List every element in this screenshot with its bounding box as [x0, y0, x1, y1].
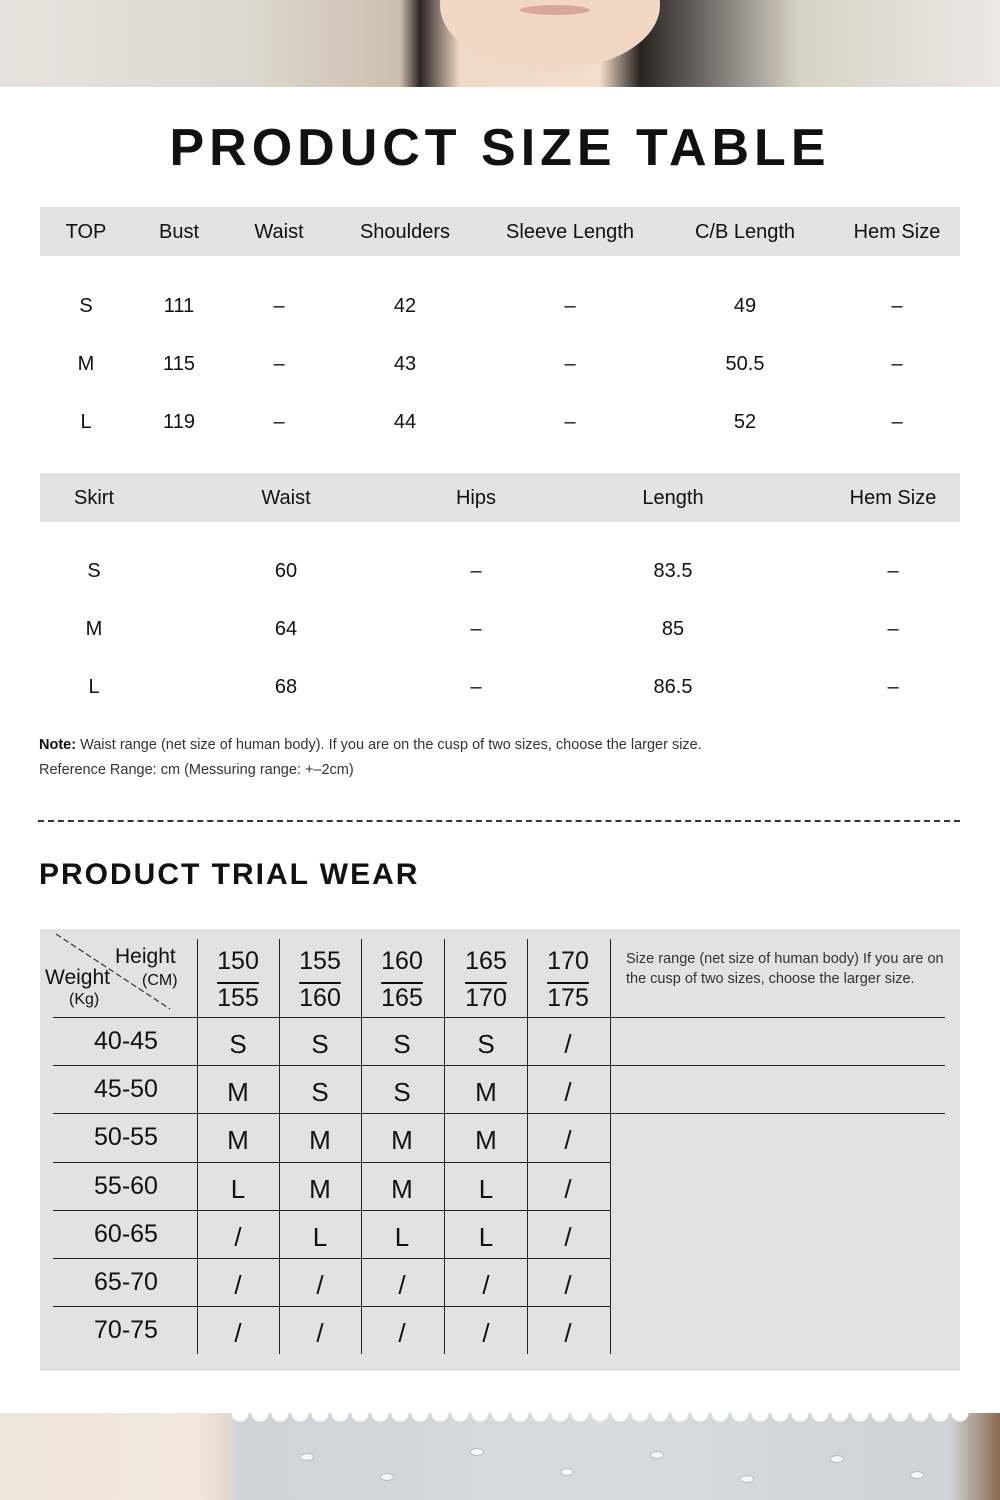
- skirt-table-cell: –: [887, 676, 899, 698]
- size-cell: M: [227, 1125, 249, 1156]
- height-range-from: 165: [465, 947, 507, 975]
- size-cell: /: [482, 1270, 490, 1300]
- height-range-to: 160: [299, 984, 341, 1012]
- grid-horizontal-line: [53, 1258, 610, 1259]
- weight-range-label: 50-55: [94, 1123, 158, 1152]
- skirt-table-cell: –: [887, 618, 899, 640]
- top-table-cell: –: [273, 353, 285, 375]
- grid-vertical-line: [279, 939, 280, 1354]
- eyelet: [830, 1455, 844, 1463]
- size-cell: /: [564, 1029, 572, 1059]
- corner-kg-label: (Kg): [69, 991, 100, 1008]
- top-table-cell: –: [891, 411, 903, 433]
- weight-range-label: 70-75: [94, 1316, 158, 1345]
- weight-range-label: 40-45: [94, 1027, 158, 1055]
- top-table-cell: M: [77, 353, 95, 375]
- size-cell: L: [394, 1221, 410, 1252]
- top-table-cell: –: [891, 295, 903, 317]
- top-header-cell: C/B Length: [694, 221, 796, 243]
- skirt-table-cell: 83.5: [653, 560, 693, 582]
- note-text: Waist range (net size of human body). If you are on the cusp of two sizes, choose the larger size.: [80, 737, 702, 753]
- size-cell: S: [311, 1029, 329, 1059]
- skirt-table-cell: M: [85, 618, 103, 640]
- top-table-cell: 111: [163, 295, 195, 317]
- lace-scallop-edge: [230, 1413, 970, 1433]
- size-cell: /: [234, 1318, 242, 1349]
- top-header-cell: Waist: [254, 221, 304, 243]
- skirt-table-cell: –: [470, 676, 482, 698]
- grid-vertical-line: [527, 939, 528, 1354]
- top-table-cell: 115: [163, 353, 195, 375]
- skirt-header-cell: Waist: [261, 487, 311, 509]
- section-divider: [38, 820, 960, 822]
- height-range-header: [299, 943, 341, 1017]
- top-table-cell: 119: [163, 411, 195, 433]
- top-table-cell: –: [564, 295, 576, 317]
- top-header-cell: Hem Size: [853, 221, 941, 243]
- skirt-table-cell: L: [88, 676, 100, 698]
- size-cell: M: [309, 1173, 331, 1204]
- model-photo-bottom: [0, 1413, 1000, 1500]
- skirt-header-cell: Hem Size: [849, 487, 937, 509]
- top-table-cell: 42: [393, 295, 417, 317]
- top-table-cell: L: [80, 411, 92, 433]
- size-cell: M: [227, 1077, 249, 1108]
- height-range-from: 160: [381, 947, 423, 975]
- top-table-cell: –: [564, 353, 576, 375]
- skirt-header-cell: Skirt: [74, 487, 114, 509]
- top-header-cell: Shoulders: [359, 221, 451, 243]
- size-cell: /: [564, 1077, 572, 1108]
- size-cell: S: [393, 1077, 411, 1108]
- corner-weight-label: Weight: [45, 966, 110, 989]
- top-size-table: [40, 207, 960, 457]
- height-range-header: [381, 943, 423, 1017]
- weight-range-label: 65-70: [94, 1268, 158, 1296]
- skirt-size-table: [40, 473, 960, 713]
- height-range-to: 165: [381, 984, 423, 1012]
- skirt-table-cell: S: [87, 560, 101, 582]
- grid-horizontal-line: [53, 1306, 610, 1307]
- weight-range-label: 45-50: [94, 1075, 158, 1104]
- size-cell: /: [398, 1318, 406, 1349]
- top-header-cell: Sleeve Length: [506, 221, 634, 243]
- top-table-cell: –: [273, 411, 285, 433]
- size-cell: /: [234, 1270, 242, 1300]
- top-table-cell: –: [273, 295, 285, 317]
- top-header-cell: Bust: [158, 221, 200, 243]
- grid-vertical-line: [610, 939, 611, 1354]
- skirt-table-cell: –: [470, 618, 482, 640]
- size-cell: /: [564, 1318, 572, 1349]
- grid-horizontal-line: [53, 1065, 945, 1066]
- height-range-header: [217, 943, 259, 1017]
- height-range-to: 175: [547, 984, 589, 1012]
- size-cell: /: [316, 1270, 324, 1300]
- top-table-cell: 44: [393, 411, 417, 433]
- height-range-header: [465, 943, 507, 1017]
- eyelet: [380, 1473, 394, 1481]
- size-cell: M: [391, 1173, 413, 1204]
- reference-range: Reference Range: cm (Messuring range: +–2cm): [39, 762, 354, 778]
- size-cell: S: [393, 1029, 411, 1059]
- top-header-cell: TOP: [65, 221, 107, 243]
- weight-range-label: 60-65: [94, 1219, 158, 1248]
- grid-horizontal-line: [53, 1113, 945, 1114]
- height-range-from: 170: [547, 947, 589, 975]
- size-cell: /: [398, 1270, 406, 1300]
- grid-horizontal-line: [53, 1017, 945, 1018]
- size-cell: /: [564, 1173, 572, 1204]
- note-line: [39, 737, 702, 753]
- top-table-cell: –: [564, 411, 576, 433]
- page-title: PRODUCT SIZE TABLE: [169, 119, 831, 177]
- trial-wear-title: PRODUCT TRIAL WEAR: [39, 858, 420, 891]
- skirt-table-cell: 60: [274, 560, 298, 582]
- height-range-to: 155: [217, 984, 259, 1012]
- skirt-header-cell: Hips: [455, 487, 497, 509]
- size-cell: /: [316, 1318, 324, 1349]
- skirt-table-cell: 85: [661, 618, 685, 640]
- height-range-from: 155: [299, 947, 341, 975]
- height-range-to: 170: [465, 984, 507, 1012]
- size-cell: M: [475, 1125, 497, 1156]
- size-cell: S: [477, 1029, 495, 1059]
- size-cell: M: [309, 1125, 331, 1156]
- size-cell: S: [229, 1029, 247, 1059]
- size-cell: L: [312, 1221, 328, 1252]
- top-table-cell: 43: [393, 353, 417, 375]
- height-range-header: [547, 943, 589, 1017]
- eyelet: [560, 1468, 574, 1476]
- size-cell: /: [234, 1221, 242, 1252]
- top-table-cell: 50.5: [725, 353, 765, 375]
- top-table-cell: S: [79, 295, 93, 317]
- corner-height-label: Height: [115, 945, 176, 968]
- weight-range-label: 55-60: [94, 1171, 158, 1200]
- size-cell: /: [564, 1125, 572, 1156]
- size-cell: S: [311, 1077, 329, 1108]
- size-cell: M: [475, 1077, 497, 1108]
- top-table-cell: 52: [733, 411, 757, 433]
- corner-cm-label: (CM): [142, 972, 178, 989]
- size-cell: M: [391, 1125, 413, 1156]
- skirt-table-cell: –: [887, 560, 899, 582]
- skirt-table-cell: 64: [274, 618, 298, 640]
- grid-horizontal-line: [53, 1162, 610, 1163]
- size-cell: L: [478, 1173, 494, 1204]
- skirt-table-header: [40, 473, 960, 522]
- skirt-table-cell: –: [470, 560, 482, 582]
- height-range-from: 150: [217, 947, 259, 975]
- size-cell: /: [564, 1270, 572, 1300]
- skirt-table-cell: 86.5: [653, 676, 693, 698]
- eyelet: [470, 1448, 484, 1456]
- eyelet: [910, 1471, 924, 1479]
- trial-side-note: Size range (net size of human body) If you are on the cusp of two sizes, choose the larger size.: [626, 951, 944, 987]
- top-table-cell: –: [891, 353, 903, 375]
- size-cell: /: [482, 1318, 490, 1349]
- grid-horizontal-line: [53, 1210, 610, 1211]
- grid-vertical-line: [361, 939, 362, 1354]
- top-table-cell: 49: [733, 295, 757, 317]
- trial-wear-table: [40, 929, 960, 1371]
- size-cell: /: [564, 1221, 572, 1252]
- size-cell: L: [478, 1221, 494, 1252]
- eyelet: [740, 1475, 754, 1483]
- skirt-table-cell: 68: [274, 676, 298, 698]
- eyelet: [300, 1453, 314, 1461]
- grid-vertical-line: [444, 939, 445, 1354]
- note-label: Note:: [39, 737, 77, 753]
- skirt-header-cell: Length: [642, 487, 704, 509]
- grid-vertical-line: [197, 939, 198, 1354]
- model-lips: [520, 5, 590, 15]
- eyelet: [650, 1451, 664, 1459]
- size-cell: L: [230, 1173, 246, 1204]
- model-photo-top: [0, 0, 1000, 87]
